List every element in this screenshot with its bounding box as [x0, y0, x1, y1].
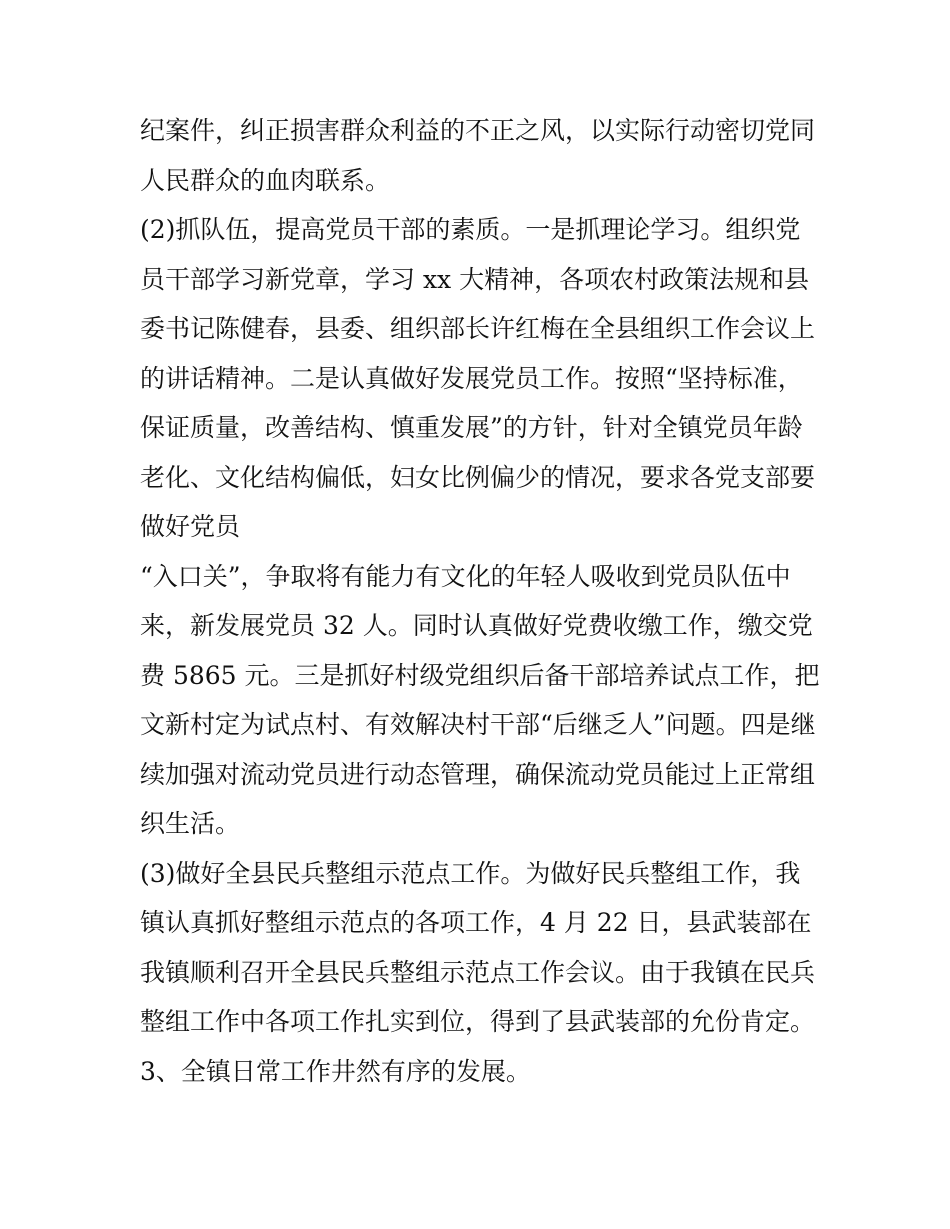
text-line: 员干部学习新党章，学习 xx 大精神，各项农村政策法规和县	[140, 264, 810, 294]
document-body	[140, 106, 820, 1096]
text-line: 续加强对流动党员进行动态管理，确保流动党员能过上正常组	[140, 759, 816, 789]
text-line: 人民群众的血肉联系。	[140, 165, 391, 195]
text-line: 的讲话精神。二是认真做好发展党员工作。按照“坚持标准，	[140, 363, 803, 393]
text-line: 纪案件，纠正损害群众利益的不正之风，以实际行动密切党同	[140, 116, 816, 145]
text-line: (3)做好全县民兵整组示范点工作。为做好民兵整组工作，我	[140, 858, 801, 888]
text-line: 来，新发展党员 32 人。同时认真做好党费收缴工作，缴交党	[140, 611, 813, 640]
text-line: 老化、文化结构偏低，妇女比例偏少的情况，要求各党支部要	[140, 462, 816, 492]
text-line: 费 5865 元。三是抓好村级党组织后备干部培养试点工作，把	[140, 660, 820, 690]
text-line: 做好党员	[140, 512, 241, 541]
text-line: 织生活。	[140, 809, 241, 838]
text-line: 委书记陈健春，县委、组织部长许红梅在全县组织工作会议上	[140, 314, 816, 343]
text-line: 3、全镇日常工作井然有序的发展。	[140, 1056, 531, 1086]
text-line: 保证质量，改善结构、慎重发展”的方针，针对全镇党员年龄	[140, 413, 803, 442]
text-line: 文新村定为试点村、有效解决村干部“后继乏人”问题。四是继	[140, 710, 816, 739]
text-line: 我镇顺利召开全县民兵整组示范点工作会议。由于我镇在民兵	[140, 957, 816, 987]
text-line: 整组工作中各项工作扎实到位，得到了县武装部的允份肯定。	[140, 1007, 816, 1036]
text-line: 镇认真抓好整组示范点的各项工作，4 月 22 日，县武装部在	[140, 908, 812, 937]
text-line: (2)抓队伍，提高党员干部的素质。一是抓理论学习。组织党	[140, 215, 801, 244]
text-line: “入口关”，争取将有能力有文化的年轻人吸收到党员队伍中	[140, 561, 791, 591]
